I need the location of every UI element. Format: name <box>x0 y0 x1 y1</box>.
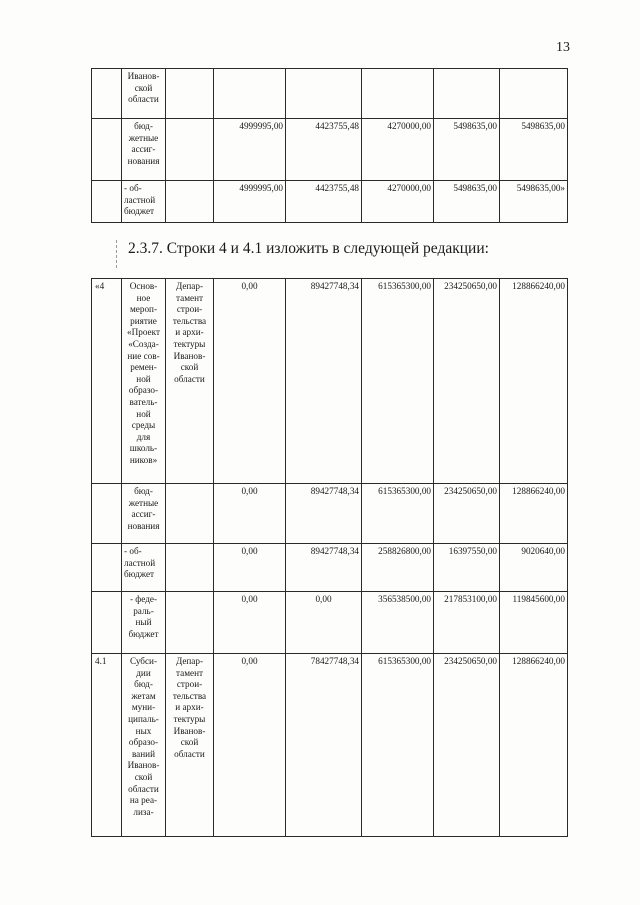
cell: 16397550,00 <box>434 544 500 592</box>
cell: 4999995,00 <box>214 181 286 223</box>
table-row <box>92 69 568 119</box>
row-label: - об- ластной бюджет <box>122 544 166 592</box>
cell: 0,00 <box>214 592 286 654</box>
table-row <box>92 119 568 181</box>
cell <box>362 69 434 119</box>
cell: 234250650,00 <box>434 654 500 837</box>
table-row <box>92 654 568 837</box>
executor: Депар- тамент строи- тельства и архи- тектуры Иванов- ской области <box>166 654 214 837</box>
top-table <box>91 68 568 223</box>
cell: 128866240,00 <box>500 484 568 544</box>
cell: 356538500,00 <box>362 592 434 654</box>
row-label: бюд- жетные ассиг- нования <box>122 119 166 181</box>
cell: 5498635,00 <box>434 181 500 223</box>
row-label: Субси- дии бюд- жетам муни- ципаль- ных образо- ваний Иванов- ской области на реа- лиза- <box>122 654 166 837</box>
table-row <box>92 544 568 592</box>
cell: 5498635,00 <box>500 119 568 181</box>
table-row <box>92 484 568 544</box>
cell: 89427748,34 <box>286 279 362 484</box>
row-label: бюд- жетные ассиг- нования <box>122 484 166 544</box>
cell <box>500 69 568 119</box>
row-label: - феде- раль- ный бюджет <box>122 592 166 654</box>
cell <box>214 69 286 119</box>
cell: 9020640,00 <box>500 544 568 592</box>
cell: 128866240,00 <box>500 654 568 837</box>
cell <box>434 69 500 119</box>
cell: 4270000,00 <box>362 181 434 223</box>
cell: 89427748,34 <box>286 544 362 592</box>
cell: 0,00 <box>214 654 286 837</box>
cell: 217853100,00 <box>434 592 500 654</box>
cell: 128866240,00 <box>500 279 568 484</box>
cell: 4270000,00 <box>362 119 434 181</box>
executor <box>166 592 214 654</box>
cell: 5498635,00» <box>500 181 568 223</box>
main-table <box>91 278 568 837</box>
cell: 4999995,00 <box>214 119 286 181</box>
page-number: 13 <box>556 40 570 55</box>
cell <box>286 69 362 119</box>
row-number: «4 <box>92 279 122 484</box>
cell: 4423755,48 <box>286 181 362 223</box>
row-label: - об- ластной бюджет <box>122 181 166 223</box>
cell: 78427748,34 <box>286 654 362 837</box>
section-heading: 2.3.7. Строки 4 и 4.1 изложить в следующей редакции: <box>128 240 489 257</box>
cell: 234250650,00 <box>434 484 500 544</box>
table-row <box>92 592 568 654</box>
cell: 4423755,48 <box>286 119 362 181</box>
table-row <box>92 279 568 484</box>
row-number: 4.1 <box>92 654 122 837</box>
cell: 0,00 <box>214 484 286 544</box>
margin-mark <box>116 240 118 268</box>
cell: 0,00 <box>286 592 362 654</box>
cell: 258826800,00 <box>362 544 434 592</box>
row-label: Основ- ное мероп- риятие «Проект «Созда- ние сов- ремен- ной образо- ватель- ной среды для школь- ников» <box>122 279 166 484</box>
row-label: Иванов- ской области <box>122 69 166 119</box>
executor <box>166 544 214 592</box>
cell: 234250650,00 <box>434 279 500 484</box>
cell: 0,00 <box>214 544 286 592</box>
executor <box>166 484 214 544</box>
cell: 615365300,00 <box>362 279 434 484</box>
cell: 615365300,00 <box>362 654 434 837</box>
cell: 89427748,34 <box>286 484 362 544</box>
cell: 0,00 <box>214 279 286 484</box>
executor: Депар- тамент строи- тельства и архи- тектуры Иванов- ской области <box>166 279 214 484</box>
cell: 119845600,00 <box>500 592 568 654</box>
cell: 5498635,00 <box>434 119 500 181</box>
table-row <box>92 181 568 223</box>
cell: 615365300,00 <box>362 484 434 544</box>
